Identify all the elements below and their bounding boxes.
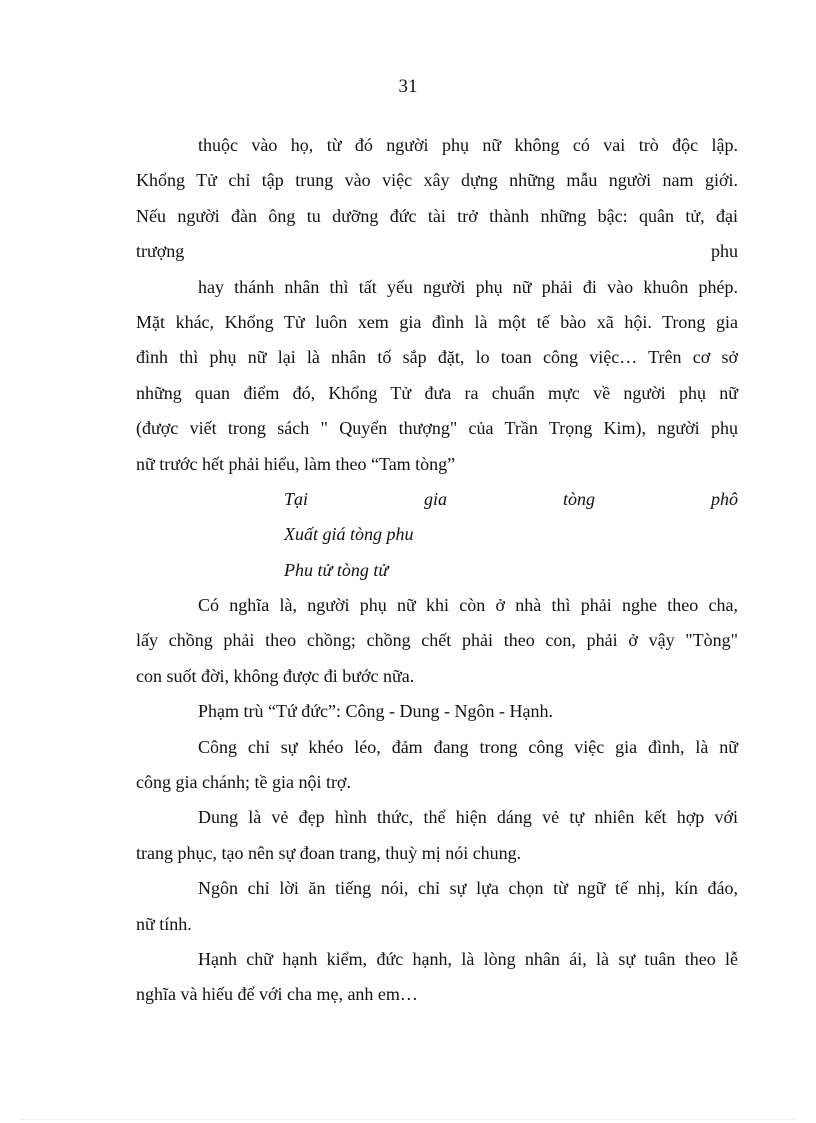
document-body [136, 128, 738, 1013]
text-line: Nếu người đàn ông tu dưỡng đức tài trở thành những bậc: quân tử, đại [136, 205, 738, 226]
text-line: nghĩa và hiếu để với cha mẹ, anh em… [136, 984, 418, 1005]
text-line: nữ tính. [136, 913, 192, 934]
poem-line-1 [136, 482, 738, 517]
text-line: nữ trước hết phải hiểu, làm theo “Tam tòng” [136, 453, 456, 474]
text-line: trang phục, tạo nên sự đoan trang, thuỳ mị nói chung. [136, 842, 522, 863]
poem-line-3: Phu tử tòng tử [284, 559, 389, 580]
text-line: Mặt khác, Khổng Tử luôn xem gia đình là một tế bào xã hội. Trong gia [136, 311, 738, 332]
text-line: hay thánh nhân thì tất yếu người phụ nữ phải đi vào khuôn phép. [198, 276, 738, 297]
text-line: Công chỉ sự khéo léo, đảm đang trong công việc gia đình, là nữ [198, 736, 738, 757]
text-line: Dung là vẻ đẹp hình thức, thể hiện dáng vẻ tự nhiên kết hợp với [198, 807, 738, 828]
text-line: Có nghĩa là, người phụ nữ khi còn ở nhà thì phải nghe theo cha, [198, 595, 738, 616]
page-bottom-rule [20, 1119, 796, 1120]
poem-word: gia [424, 488, 448, 509]
text-word: phu [711, 241, 738, 262]
poem-word: tòng [563, 488, 596, 509]
text-line: thuộc vào họ, từ đó người phụ nữ không có vai trò độc lập. [198, 135, 738, 155]
text-line: (được viết trong sách " Quyển thượng" của Trần Trọng Kim), người phụ [136, 418, 738, 439]
text-line: Phạm trù “Tứ đức”: Công - Dung - Ngôn - Hạnh. [198, 701, 553, 722]
text-line-split [136, 234, 738, 269]
text-word: trượng [136, 241, 185, 262]
text-line: đình thì phụ nữ lại là nhân tố sắp đặt, lo toan công việc… Trên cơ sở [136, 347, 738, 368]
text-line: Khổng Tử chỉ tập trung vào việc xây dựng những mẫu người nam giới. [136, 170, 738, 191]
page-number: 31 [398, 76, 418, 97]
poem-word: phô [711, 488, 738, 509]
text-line: con suốt đời, không được đi bước nữa. [136, 665, 415, 686]
text-line: Hạnh chữ hạnh kiểm, đức hạnh, là lòng nhân ái, là sự tuân theo lễ [198, 948, 738, 969]
text-line: công gia chánh; tề gia nội trợ. [136, 772, 351, 793]
text-line: những quan điểm đó, Khổng Tử đưa ra chuẩn mực về người phụ nữ [136, 382, 738, 403]
text-line: lấy chồng phải theo chồng; chồng chết phải theo con, phải ở vậy "Tòng" [136, 630, 738, 651]
text-line: Ngôn chỉ lời ăn tiếng nói, chỉ sự lựa chọn từ ngữ tế nhị, kín đáo, [198, 878, 738, 899]
poem-line-2: Xuất giá tòng phu [284, 524, 414, 545]
poem-word: Tại [284, 488, 309, 509]
